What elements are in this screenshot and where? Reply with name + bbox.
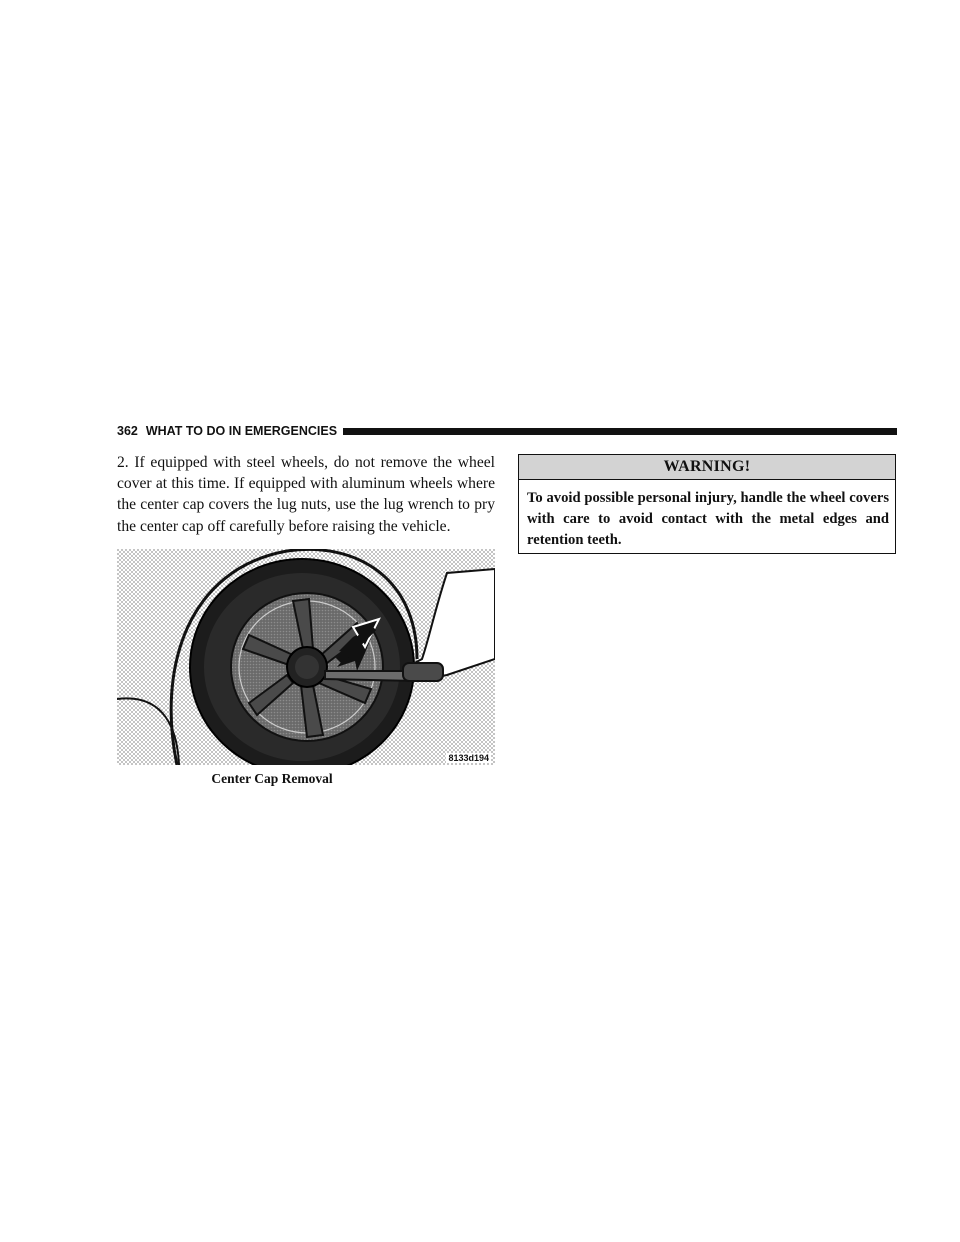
figure-code: 8133d194 — [448, 753, 489, 763]
warning-text: To avoid possible personal injury, handle the wheel covers with care to avoid contact with the metal edges and retention teeth. — [527, 490, 889, 548]
warning-title: WARNING! — [519, 455, 895, 480]
section-title: WHAT TO DO IN EMERGENCIES — [145, 424, 338, 438]
header-rule — [343, 428, 897, 435]
page-header — [117, 423, 897, 439]
wheel-illustration-svg — [117, 549, 495, 765]
figure-caption: Center Cap Removal — [211, 771, 333, 786]
warning-box — [518, 454, 896, 554]
instruction-paragraph: 2. If equipped with steel wheels, do not remove the wheel cover at this time. If equipped with aluminum wheels where the center cap covers the lug nuts, use the lug wrench to pry the center cap off carefully before raising the vehicle. — [117, 454, 495, 535]
page-number: 362 — [117, 424, 138, 438]
center-cap-removal-illustration — [117, 549, 495, 765]
